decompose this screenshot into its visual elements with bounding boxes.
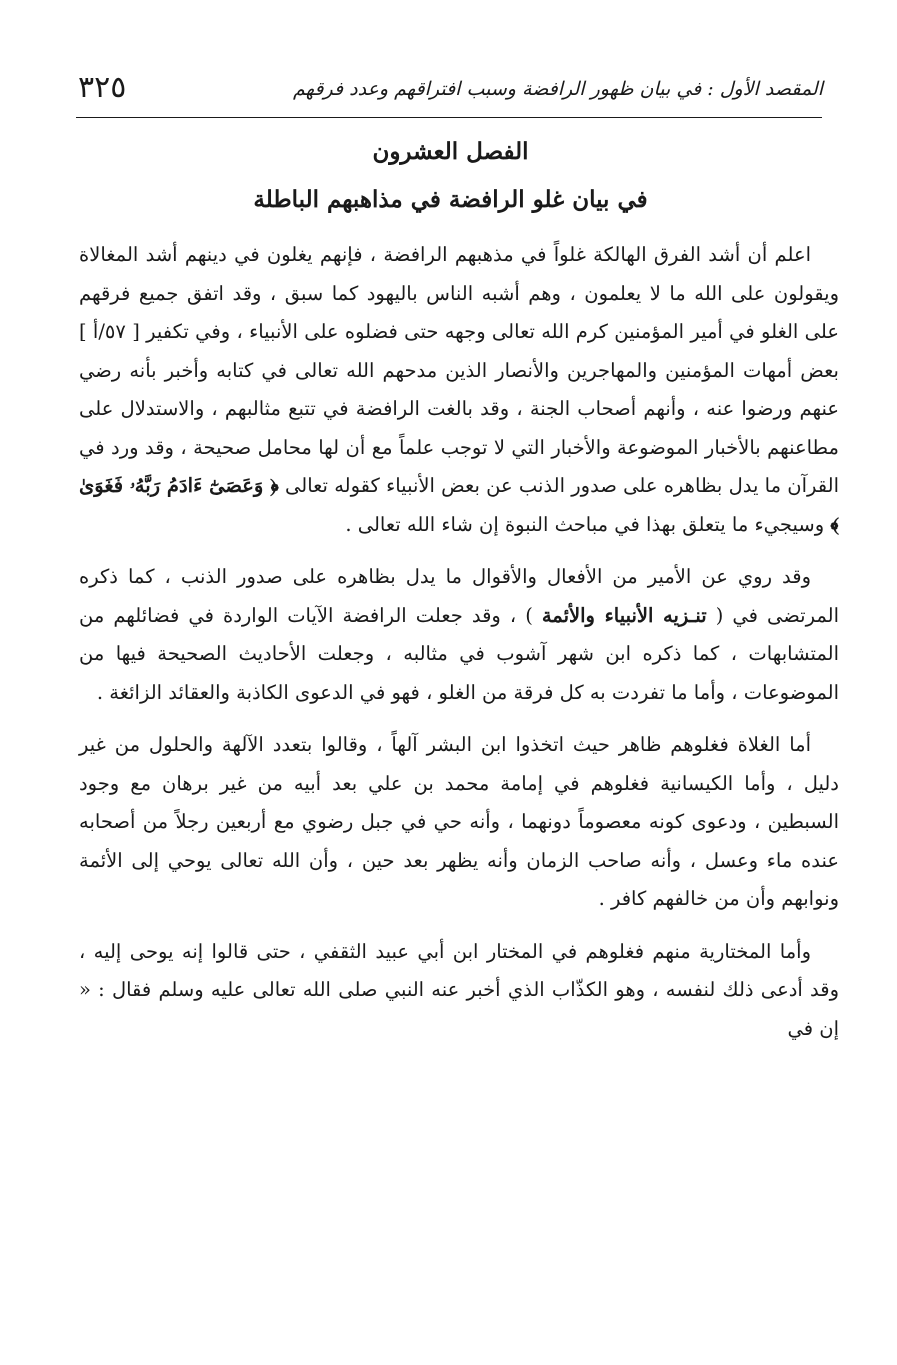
header-rule <box>76 117 822 118</box>
paragraph-1 <box>79 236 839 544</box>
paragraph-2-text-a: وقد روي عن الأمير من الأفعال والأقوال ما يدل بظاهره على صدور الذنب ، كما ذكره المرتضى في ( <box>79 565 839 627</box>
paragraph-4: وأما المختارية منهم فغلوهم في المختار ابن أبي عبيد الثقفي ، حتى قالوا إنه يوحى إليه ، وقد أدعى ذلك لنفسه ، وهو الكذّاب الذي أخبر عنه النبي صلى الله تعالى عليه وسلم فقال : « إن في <box>79 939 839 1040</box>
book-title: تنـزيه الأنبياء والأئمة <box>541 603 707 627</box>
body-text <box>79 236 839 1062</box>
paragraph-2 <box>79 558 839 712</box>
page-number: ٣٢٥ <box>78 70 127 105</box>
quran-verse: ﴿ وَعَصَىٰٓ ءَادَمُ رَبَّهُۥ فَغَوَىٰ ﴾ <box>79 474 839 536</box>
paragraph-1-text-b: وسيجيء ما يتعلق بهذا في مباحث النبوة إن شاء الله تعالى . <box>345 512 831 536</box>
running-title: المقصد الأول : في بيان ظهور الرافضة وسبب افتراقهم وعدد فرقهم <box>293 78 823 100</box>
paragraph-3: أما الغلاة فغلوهم ظاهر حيث اتخذوا ابن البشر آلهاً ، وقالوا بتعدد الآلهة والحلول من غير دليل ، وأما الكيسانية فغلوهم في إمامة محمد بن علي بعد أبيه من غير برهان مع وجود السبطين ، ودعوى كونه معصوماً دونهما ، وأنه حي في جبل رضوي مع أربعين رجلاً من أصحابه عنده ماء وعسل ، وأنه صاحب الزمان وأنه يظهر بعد حين ، وأن الله تعالى يوحي إلى الأئمة ونوابهم وأن من خالفهم كافر . <box>79 733 839 910</box>
chapter-title: الفصل العشرون <box>372 138 529 165</box>
chapter-subtitle: في بيان غلو الرافضة في مذاهبهم الباطلة <box>253 186 648 213</box>
paragraph-2-text-b: ) ، وقد جعلت الرافضة الآيات الواردة في فضائلهم من المتشابهات ، كما ذكره ابن شهر آشوب في مثالبه ، وجعلت الأحاديث الصحيحة فيها من الموضوعات ، وأما ما تفردت به كل فرقة من الغلو ، فهو في الدعوى الكاذبة والعقائد الزائغة . <box>79 603 839 704</box>
paragraph-1-text-a: اعلم أن أشد الفرق الهالكة غلواً في مذهبهم الرافضة ، فإنهم يغلون في دينهم أشد المغالاة ويقولون على الله ما لا يعلمون ، وهم أشبه الناس باليهود كما سبق ، وقد اتفق جميع فرقهم على الغلو في أمير المؤمنين كرم الله تعالى وجهه حتى فضلوه على الأنبياء ، وفي تكفير [ ٥٧/أ ] بعض أمهات المؤمنين والمهاجرين والأنصار الذين مدحهم الله تعالى في كتابه وأخبر بأنه رضي عنهم ورضوا عنه ، وأنهم أصحاب الجنة ، وقد بالغت الرافضة في تتبع مثالبهم ، والاستدلال على مطاعنهم بالأخبار الموضوعة والأخبار التي لا توجب علماً مع أن لها محامل صحيحة ، وقد ورد في القرآن ما يدل بظاهره على صدور الذنب عن بعض الأنبياء كقوله تعالى <box>79 243 839 497</box>
page-header <box>78 70 823 114</box>
